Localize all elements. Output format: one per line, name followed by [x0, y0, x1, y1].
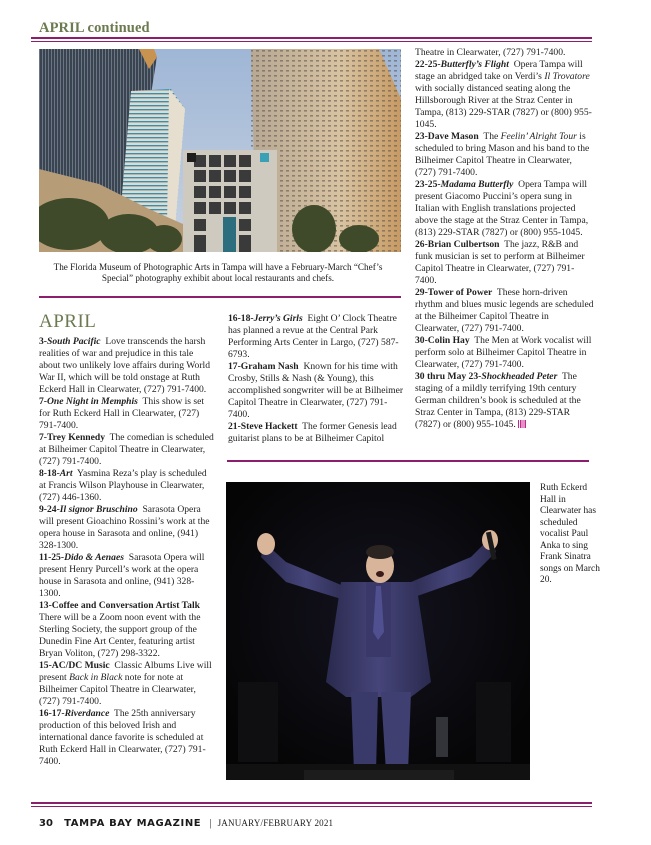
event-title: Jerry’s Girls	[253, 313, 303, 324]
event-entry	[39, 600, 215, 660]
event-title: Dave Mason	[427, 131, 479, 142]
event-description: The Men at Work vocalist will perform solo at Bilheimer Capitol Theatre in Clearwater, (727) 791-7400.	[415, 335, 592, 370]
header-rule	[31, 37, 592, 42]
event-date: 30-	[415, 335, 428, 346]
april-heading: APRIL	[39, 311, 97, 332]
event-description: Sarasota Opera will present Henry Purcell’s work at the opera house in Sarasota and online, (941) 328-1300.	[39, 552, 205, 599]
event-description: These horn-driven rhythm and blues music legends are scheduled at the Bilheimer Capitol Theatre in Clearwater, (727) 791-7400.	[415, 287, 594, 334]
article-end-icon	[518, 420, 526, 428]
event-title: Butterfly’s Flight	[440, 59, 509, 70]
event-date: 15-	[39, 660, 52, 671]
event-entry	[39, 660, 215, 708]
event-title: Il signor Bruschino	[59, 504, 138, 515]
event-title: Colin Hay	[427, 335, 470, 346]
event-title: Brian Culbertson	[427, 239, 500, 250]
event-title: Trey Kennedy	[47, 432, 106, 443]
event-title: Coffee and Conversation Artist Talk	[51, 600, 200, 611]
event-title: Graham Nash	[240, 361, 299, 372]
event-date: 30 thru May 23-	[415, 371, 482, 382]
event-work-title: Back in Black	[69, 672, 123, 683]
event-description: The jazz, R&B and funk musician is set to perform at Bilheimer Capitol Theatre in Clearwater, (727) 791-7400.	[415, 239, 585, 286]
event-title: Riverdance	[64, 708, 110, 719]
event-description: Opera Tampa will stage an abridged take on Verdi’s	[415, 59, 583, 82]
magazine-name: TAMPA BAY MAGAZINE	[64, 818, 202, 829]
event-date: 11-25-	[39, 552, 65, 563]
event-date: 16-18-	[228, 313, 254, 324]
photo-rule	[227, 460, 589, 462]
event-date: 3-	[39, 336, 47, 347]
event-date: 23-	[415, 131, 428, 142]
event-date: 9-24-	[39, 504, 60, 515]
event-work-title: Feelin’ Alright Tour	[500, 131, 577, 142]
issue-date: JANUARY/FEBRUARY 2021	[217, 818, 334, 828]
event-entry	[39, 552, 215, 600]
event-entry	[39, 396, 215, 432]
event-description: Sarasota Opera will present Gioachino Rossini’s work at the opera house in Sarasota and online, (941) 328-1300.	[39, 504, 210, 551]
footer-rule	[31, 802, 592, 807]
event-entry	[415, 335, 595, 371]
event-date: 26-	[415, 239, 428, 250]
museum-photo-image	[39, 49, 401, 252]
page-number: 30	[39, 818, 53, 829]
event-description: Opera Tampa will present Giacomo Puccini’s opera sung in Italian with English translations projected above the stage at the Straz Center in Tampa, (813) 229-STAR (7827) or (800) 955-1045.	[415, 179, 589, 238]
performer-photo-image	[226, 482, 530, 780]
museum-photo-caption: The Florida Museum of Photographic Arts in Tampa will have a February-March “Chef’s Special” photography exhibit about local restaurants and chefs.	[53, 262, 383, 283]
event-description: The former Genesis lead guitarist plans to be at Bilheimer Capitol	[228, 421, 397, 444]
event-entry	[228, 313, 408, 361]
event-description: Known for his time with Crosby, Stills & Nash (& Young), this accomplished songwriter will be at Bilheimer Capitol Theatre in Clearwater, (727) 791-7400.	[228, 361, 404, 420]
event-entry	[415, 287, 595, 335]
event-title: South Pacific	[47, 336, 101, 347]
event-description: is scheduled to bring Mason and his band to the Bilheimer Capitol Theatre in Clearwater, (727) 791-7400.	[415, 131, 590, 178]
event-title: Dido & Aenaes	[64, 552, 124, 563]
event-description: note for note at Bilheimer Capitol Theatre in Clearwater, (727) 791-7400.	[39, 672, 196, 707]
event-title: Madama Butterfly	[440, 179, 514, 190]
event-date: 8-18-	[39, 468, 60, 479]
event-description: The 25th anniversary production of this beloved Irish and international dance favorite is scheduled at Ruth Eckerd Hall in Clearwater, (727) 791-7400.	[39, 708, 206, 767]
event-description: There will be a Zoom noon event with the Sterling Society, the support group of the Dunedin Fine Art Center, featuring artist Bryan Voliton, (727) 298-3322.	[39, 612, 201, 659]
event-description: The comedian is scheduled at Bilheimer Capitol Theatre in Clearwater, (727) 791-7400.	[39, 432, 214, 467]
event-entry	[415, 59, 595, 131]
event-entry	[415, 179, 595, 239]
events-column-3	[415, 47, 595, 431]
event-description: Eight O’ Clock Theatre has planned a revue at the Central Park Performing Arts Center in Largo, (727) 587-6793.	[228, 313, 399, 360]
continuation-text: Theatre in Clearwater, (727) 791-7400.	[415, 47, 566, 58]
event-title: AC/DC Music	[51, 660, 110, 671]
event-entry	[39, 336, 215, 396]
event-date: 16-17-	[39, 708, 65, 719]
event-work-title: Il Trovatore	[544, 71, 590, 82]
event-description: Yasmina Reza’s play is scheduled at Francis Wilson Playhouse in Clearwater, (727) 446-1360.	[39, 468, 207, 503]
event-date: 7-	[39, 396, 47, 407]
event-date: 21-	[228, 421, 241, 432]
event-entry	[39, 432, 215, 468]
events-column-1	[39, 336, 215, 768]
event-entry	[228, 361, 408, 421]
event-date: 23-25-	[415, 179, 441, 190]
event-date: 29-	[415, 287, 428, 298]
event-date: 22-25-	[415, 59, 441, 70]
museum-photo	[39, 49, 401, 252]
event-entry	[415, 239, 595, 287]
event-date: 7-	[39, 432, 47, 443]
events-column-2	[228, 313, 408, 445]
event-title: Tower of Power	[427, 287, 493, 298]
event-entry	[39, 468, 215, 504]
event-entry	[415, 131, 595, 179]
event-description: The staging of a mildly terrifying 19th century German children’s book is scheduled at the Straz Center in Tampa, (813) 229-STAR (7827) or (800) 955-1045.	[415, 371, 581, 430]
event-date: 17-	[228, 361, 241, 372]
event-entry	[415, 371, 595, 431]
footer-separator: |	[209, 818, 212, 829]
event-title: One Night in Memphis	[47, 396, 138, 407]
page-footer	[39, 818, 333, 829]
event-entry	[39, 504, 215, 552]
event-title: Art	[59, 468, 73, 479]
section-heading: APRIL continued	[39, 20, 150, 36]
event-description: This show is set for Ruth Eckerd Hall in Clearwater, (727) 791-7400.	[39, 396, 205, 431]
event-date: 13-	[39, 600, 52, 611]
caption-rule	[39, 296, 401, 298]
event-description: with socially distanced seating along the Hillsborough River at the Straz Center in Tampa, (813) 229-STAR (7827) or (800) 955-1045.	[415, 83, 592, 130]
event-description: Love transcends the harsh realities of war and prejudice in this tale about two unlikely love affairs during World War II, which will be told onstage at Ruth Eckerd Hall in Clearwater, (727) 791-7400.	[39, 336, 210, 395]
performer-photo	[226, 482, 530, 780]
event-description: Classic Albums Live will present	[39, 660, 212, 683]
event-title: Steve Hackett	[240, 421, 298, 432]
event-entry	[39, 708, 215, 768]
event-entry	[228, 421, 408, 445]
event-description: The	[483, 131, 501, 142]
performer-photo-caption: Ruth Eckerd Hall in Clearwater has scheduled vocalist Paul Anka to sing Frank Sinatra songs on March 20.	[540, 483, 600, 585]
event-title: Shockheaded Peter	[481, 371, 558, 382]
